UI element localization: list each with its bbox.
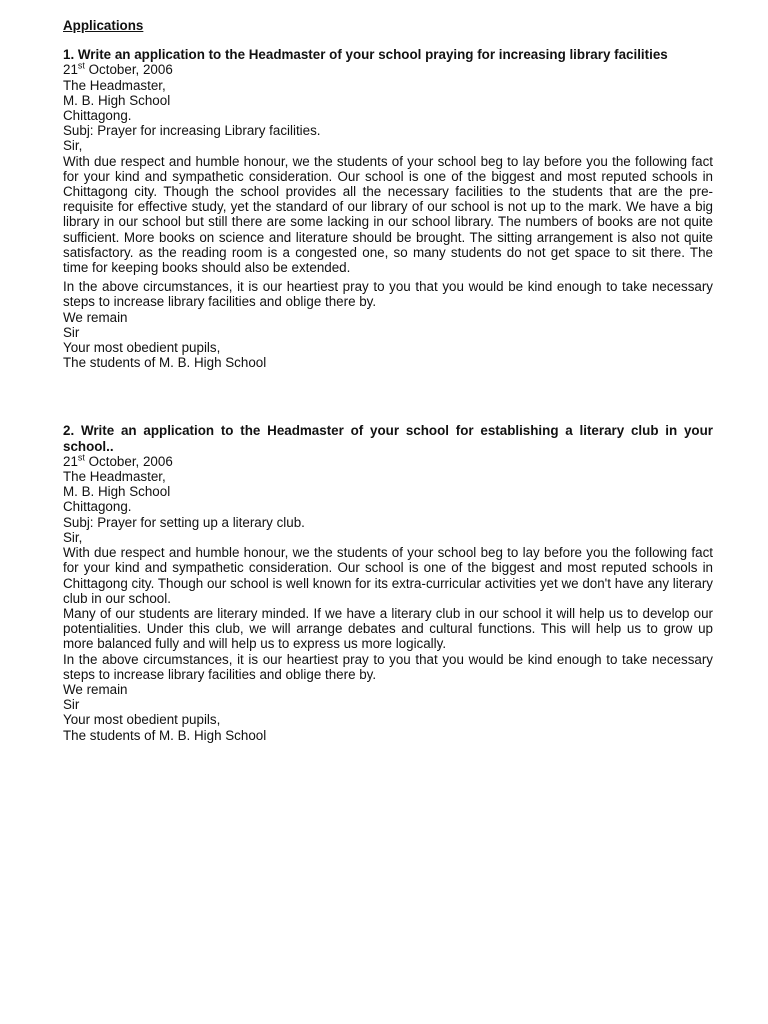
- closing-line: The students of M. B. High School: [63, 355, 267, 371]
- closing-line: We remain: [63, 681, 128, 697]
- date-rest: October, 2006: [84, 453, 173, 469]
- closing-line: Sir: [63, 697, 80, 713]
- question-1: 1. Write an application to the Headmaster of your school praying for increasing library facilities: [63, 47, 668, 63]
- subject-line: Subj: Prayer for setting up a literary club.: [63, 514, 305, 530]
- date-1: [63, 62, 713, 77]
- application-1: [63, 47, 713, 370]
- date-suffix: st: [77, 60, 85, 71]
- closing-line: We remain: [63, 309, 128, 325]
- body-paragraph: In the above circumstances, it is our heartiest pray to you that you would be kind enough to take necessary steps to increase library facilities and oblige there by.: [63, 279, 713, 310]
- document-heading: Applications: [63, 18, 144, 33]
- address-line: Chittagong.: [63, 499, 132, 515]
- date-rest: October, 2006: [84, 62, 173, 78]
- address-line: M. B. High School: [63, 484, 171, 500]
- body-paragraph: With due respect and humble honour, we the students of your school beg to lay before you the following fact for your kind and sympathetic consideration. Our school is one of the biggest and most reputed schools in Chittagong city. Though our school is well known for its extra-curricular activities yet we don't have any literary club in our school.: [63, 545, 713, 606]
- closing-line: Sir: [63, 324, 80, 340]
- closing-line: The students of M. B. High School: [63, 727, 267, 743]
- address-line: The Headmaster,: [63, 469, 166, 485]
- address-line: M. B. High School: [63, 92, 171, 108]
- body-paragraph: With due respect and humble honour, we the students of your school beg to lay before you the following fact for your kind and sympathetic consideration. Our school is one of the biggest and most reputed schools in Chittagong city. Though the school provides all the necessary facilities to the students that are the pre-requisite for effective study, yet the standard of our library of our school is not up to the mark. We have a big library in our school but still there are some lacking in our school library. The numbers of books are not quite sufficient. More books on science and literature should be brought. The sitting arrangement is also not quite satisfactory. as the reading room is a congested one, so many students do not get space to sit there. The time for keeping books should also be extended.: [63, 153, 713, 276]
- question-2: 2. Write an application to the Headmaster of your school for establishing a literary club in your school..: [63, 423, 713, 454]
- date-day: 21: [63, 453, 78, 469]
- date-suffix: st: [77, 452, 85, 463]
- closing-line: Your most obedient pupils,: [63, 712, 221, 728]
- document-page: [63, 18, 713, 743]
- subject-line: Subj: Prayer for increasing Library facilities.: [63, 123, 321, 139]
- date-day: 21: [63, 62, 78, 78]
- date-2: [63, 454, 713, 469]
- address-line: The Headmaster,: [63, 77, 166, 93]
- body-paragraph: Many of our students are literary minded. If we have a literary club in our school it will help us to develop our potentialities. Under this club, we will arrange debates and cultural functions. This will help us to grow up more balanced fully and will help us to express us more logically.: [63, 605, 713, 652]
- salutation: Sir,: [63, 138, 83, 154]
- application-2: [63, 423, 713, 742]
- body-paragraph: In the above circumstances, it is our heartiest pray to you that you would be kind enough to take necessary steps to increase library facilities and oblige there by.: [63, 651, 713, 682]
- address-line: Chittagong.: [63, 108, 132, 124]
- closing-line: Your most obedient pupils,: [63, 340, 221, 356]
- salutation: Sir,: [63, 529, 83, 545]
